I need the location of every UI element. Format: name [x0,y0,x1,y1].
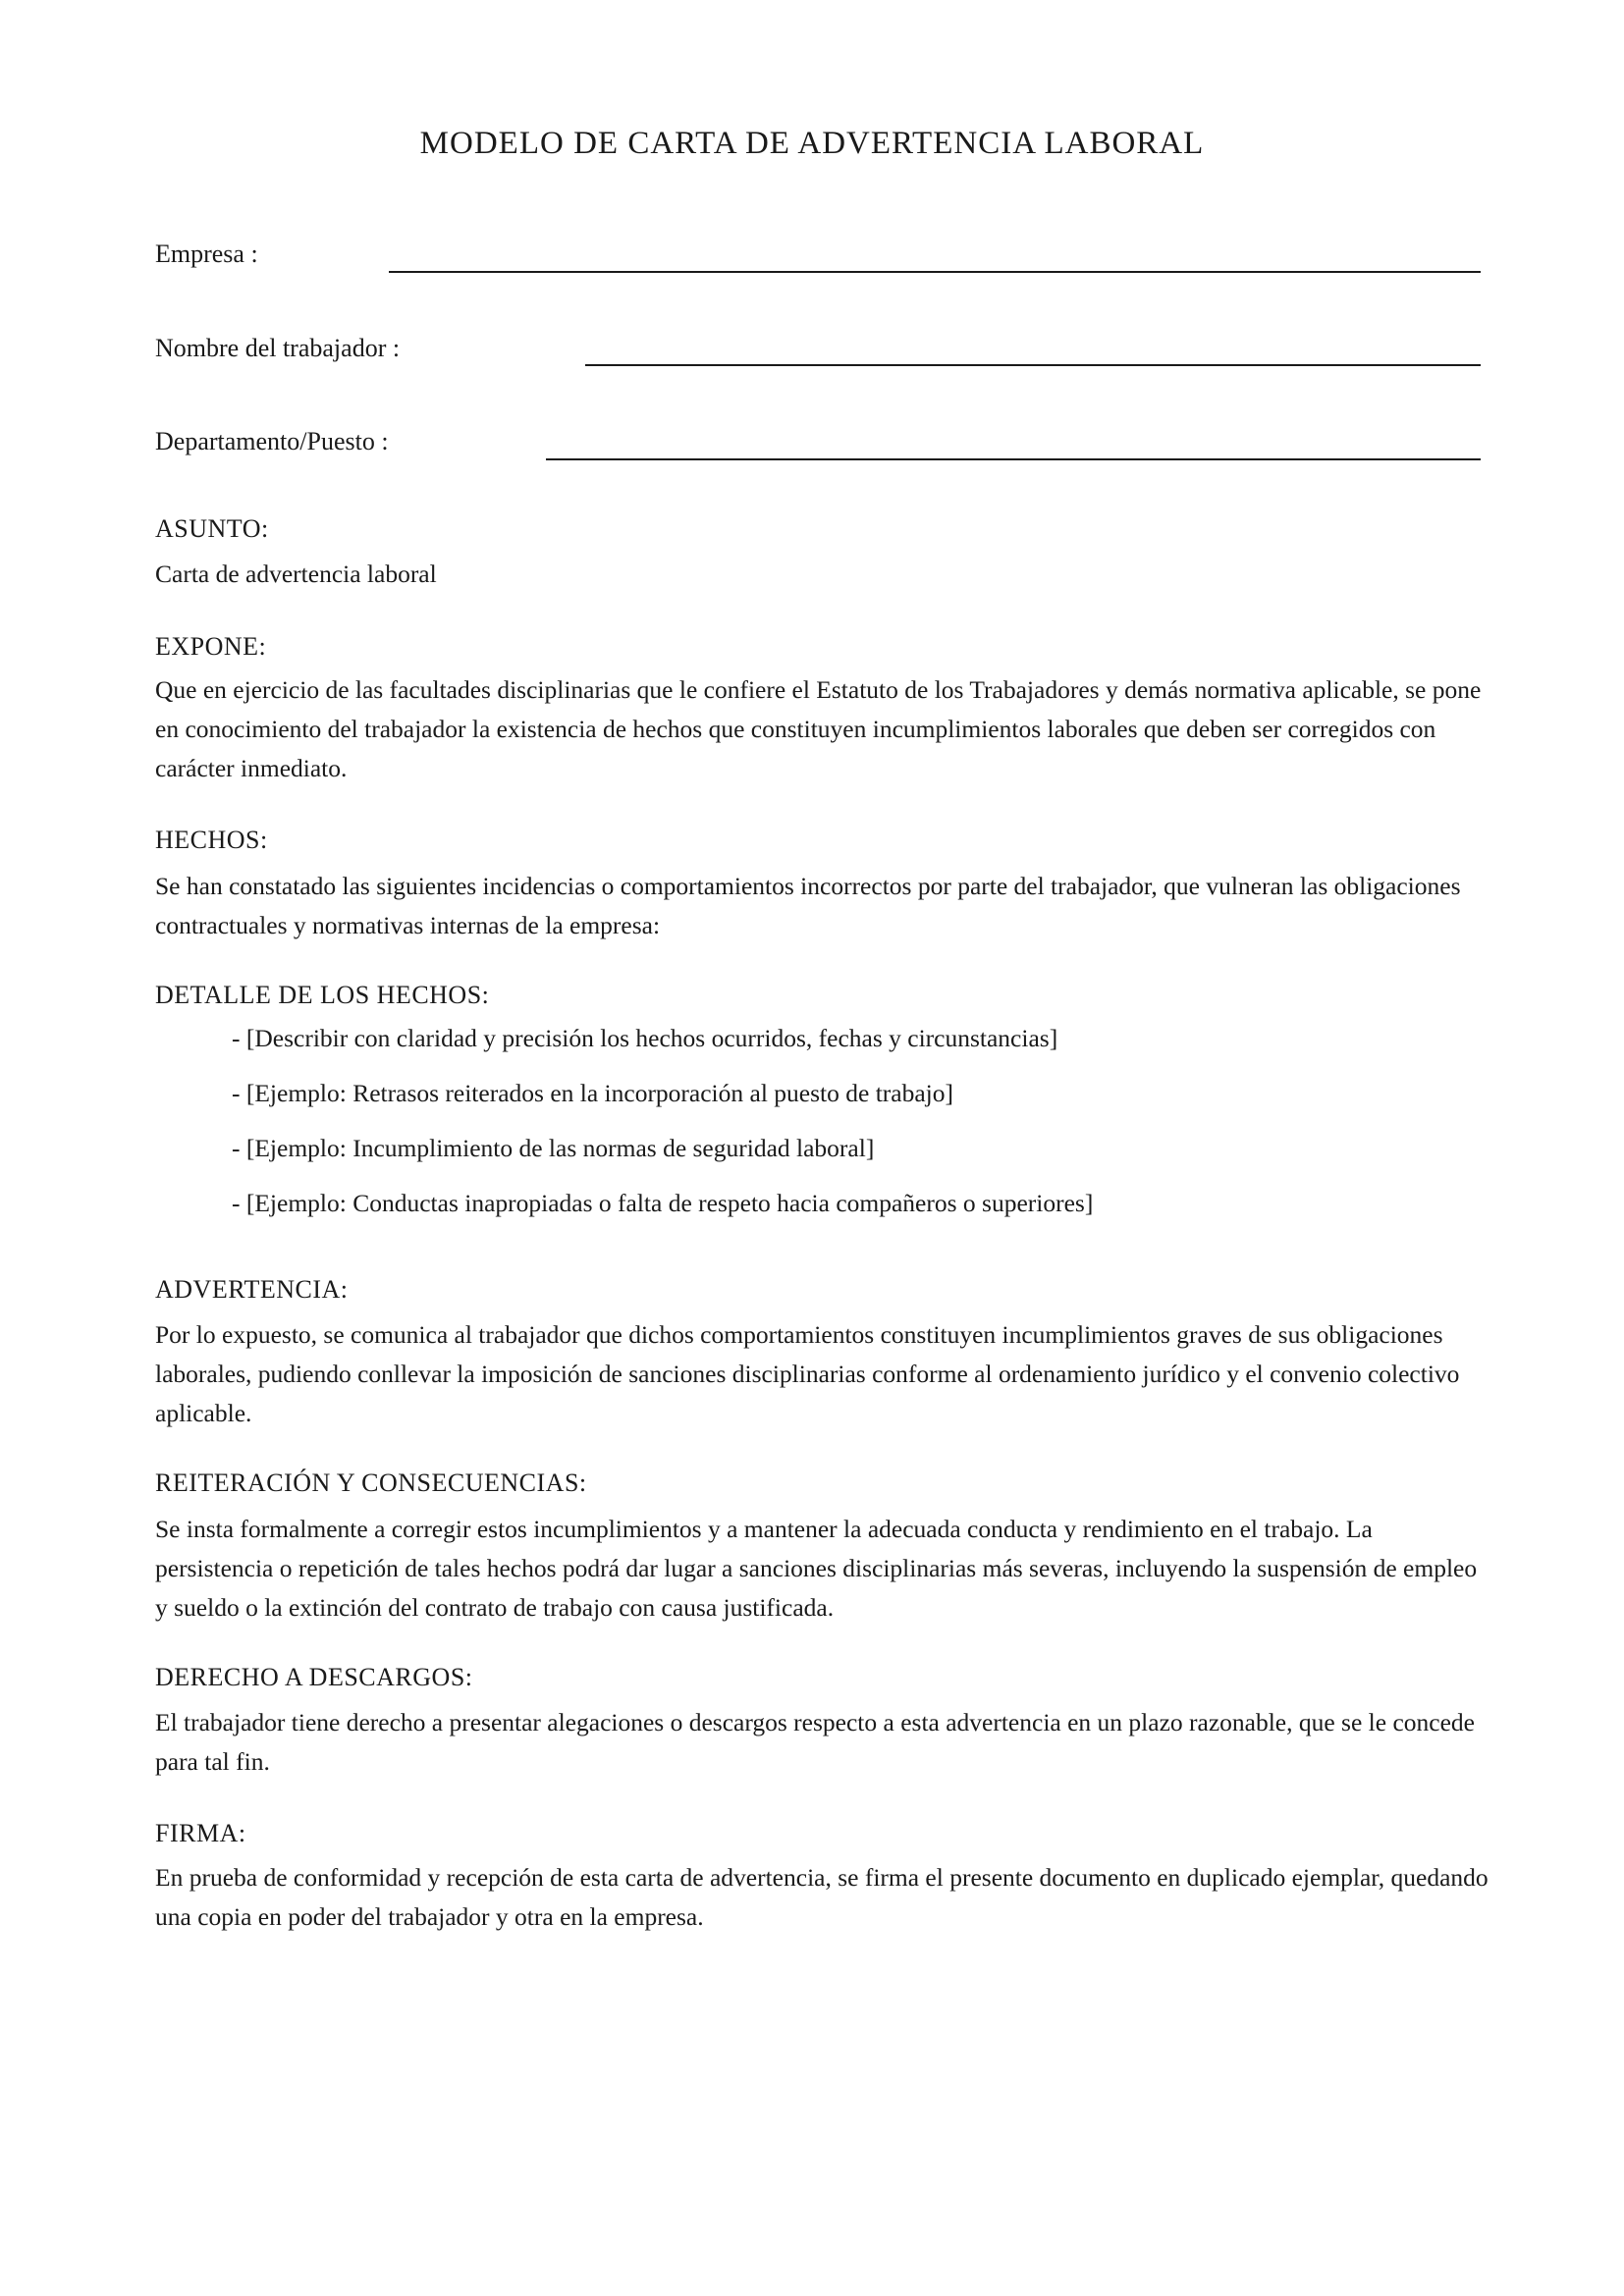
list-item: - [Ejemplo: Incumplimiento de las normas de seguridad laboral] [232,1134,875,1162]
advertencia-text: Por lo expuesto, se comunica al trabajador que dichos comportamientos constituyen incumplimientos graves de sus obligaciones laborales, pudiendo conllevar la imposición de sanciones disciplinarias conforme al ordenamiento jurídico y el convenio colectivo aplicable. [155,1320,1460,1427]
detalle-list [232,1024,1093,1244]
nombre-trabajador-label: Nombre del trabajador : [155,334,401,362]
departamento-blank-line[interactable] [546,458,1481,460]
reiteracion-heading: REITERACIÓN Y CONSECUENCIAS: [155,1468,587,1497]
advertencia-heading: ADVERTENCIA: [155,1275,349,1304]
descargos-heading: DERECHO A DESCARGOS: [155,1663,473,1691]
empresa-blank-line[interactable] [389,271,1481,273]
list-item: - [Ejemplo: Conductas inapropiadas o falta de respeto hacia compañeros o superiores] [232,1189,1094,1217]
asunto-text: Carta de advertencia laboral [155,560,437,588]
firma-heading: FIRMA: [155,1819,246,1847]
list-item: - [Describir con claridad y precisión los hechos ocurridos, fechas y circunstancias] [232,1024,1058,1052]
expone-heading: EXPONE: [155,632,267,661]
hechos-heading: HECHOS: [155,826,268,854]
reiteracion-text: Se insta formalmente a corregir estos incumplimientos y a mantener la adecuada conducta y rendimiento en el trabajo. La persistencia o repetición de tales hechos podrá dar lugar a sanciones disciplinarias más severas, incluyendo la suspensión de empleo y sueldo o la extinción del contrato de trabajo con causa justificada. [155,1515,1478,1622]
firma-text: En prueba de conformidad y recepción de esta carta de advertencia, se firma el presente documento en duplicado ejemplar, quedando una copia en poder del trabajador y otra en la empresa. [155,1863,1489,1931]
expone-text: Que en ejercicio de las facultades disciplinarias que le confiere el Estatuto de los Trabajadores y demás normativa aplicable, se pone en conocimiento del trabajador la existencia de hechos que constituyen incumplimientos laborales que deben ser corregidos con carácter inmediato. [155,675,1482,782]
departamento-label: Departamento/Puesto : [155,427,389,455]
descargos-text: El trabajador tiene derecho a presentar alegaciones o descargos respecto a esta advertencia en un plazo razonable, que se le concede para tal fin. [155,1708,1475,1776]
document-title: MODELO DE CARTA DE ADVERTENCIA LABORAL [419,126,1205,161]
nombre-trabajador-blank-line[interactable] [585,364,1481,366]
detalle-heading: DETALLE DE LOS HECHOS: [155,981,490,1009]
list-item: - [Ejemplo: Retrasos reiterados en la incorporación al puesto de trabajo] [232,1079,953,1107]
empresa-label: Empresa : [155,240,258,268]
asunto-heading: ASUNTO: [155,514,269,543]
hechos-text: Se han constatado las siguientes incidencias o comportamientos incorrectos por parte del trabajador, que vulneran las obligaciones contractuales y normativas internas de la empresa: [155,872,1461,939]
